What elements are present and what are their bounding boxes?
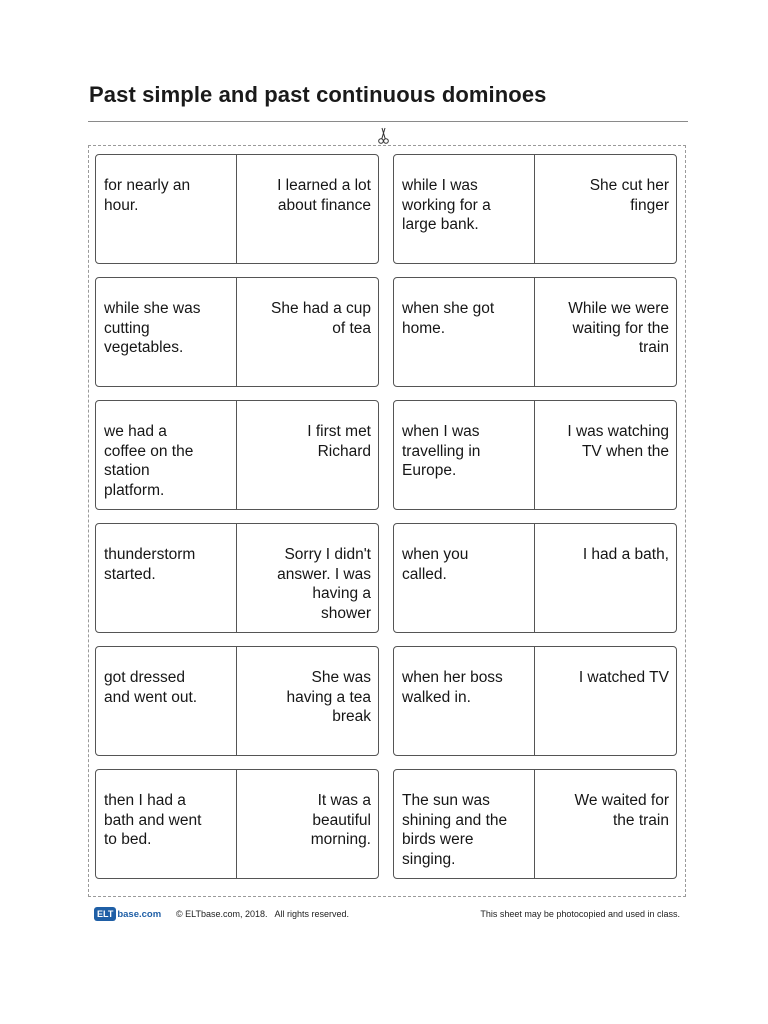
- eltbase-logo: [94, 906, 161, 922]
- domino-right-text: I watched TV: [578, 669, 669, 686]
- photocopy-notice: This sheet may be photocopied and used in class.: [480, 909, 680, 919]
- domino-card: [393, 646, 677, 756]
- domino-card: [393, 400, 677, 510]
- domino-left-text: while I was working for a large bank.: [394, 155, 535, 263]
- domino-card: [95, 769, 379, 879]
- domino-card: [95, 277, 379, 387]
- domino-left-text: while she was cutting vegetables.: [96, 278, 237, 386]
- domino-left-text: The sun was shining and the birds were singing.: [394, 770, 535, 878]
- domino-card: [393, 154, 677, 264]
- domino-left-text: then I had a bath and went to bed.: [96, 770, 237, 878]
- logo-badge: ELT: [94, 907, 116, 921]
- domino-right-text: I learned a lot about finance: [277, 177, 371, 214]
- domino-right-text: She cut her finger: [589, 177, 669, 214]
- domino-right-text: I was watching TV when the: [567, 423, 669, 460]
- domino-left-text: got dressed and went out.: [96, 647, 237, 755]
- domino-card: [95, 646, 379, 756]
- domino-left-text: thunderstorm started.: [96, 524, 237, 632]
- domino-left-text: when she got home.: [394, 278, 535, 386]
- domino-card: [95, 523, 379, 633]
- footer: [88, 904, 686, 924]
- domino-card: [393, 523, 677, 633]
- title-divider: [88, 121, 688, 122]
- domino-right-text: We waited for the train: [574, 792, 669, 829]
- domino-left-text: we had a coffee on the station platform.: [96, 401, 237, 509]
- scissors-icon: [378, 127, 389, 145]
- domino-right-text: While we were waiting for the train: [568, 300, 669, 356]
- logo-text: base.com: [117, 908, 162, 920]
- domino-card: [95, 400, 379, 510]
- domino-left-text: when her boss walked in.: [394, 647, 535, 755]
- domino-right-text: I first met Richard: [307, 423, 371, 460]
- domino-left-text: for nearly an hour.: [96, 155, 237, 263]
- copyright-text: © ELTbase.com, 2018. All rights reserved.: [176, 909, 350, 919]
- domino-left-text: when you called.: [394, 524, 535, 632]
- domino-card: [393, 769, 677, 879]
- domino-right-text: It was a beautiful morning.: [310, 792, 371, 848]
- domino-card: [393, 277, 677, 387]
- page-title: Past simple and past continuous dominoes: [89, 82, 547, 107]
- domino-right-text: She had a cup of tea: [271, 300, 371, 337]
- domino-left-text: when I was travelling in Europe.: [394, 401, 535, 509]
- domino-right-text: I had a bath,: [582, 546, 669, 563]
- domino-card: [95, 154, 379, 264]
- domino-right-text: Sorry I didn't answer. I was having a shower: [277, 546, 371, 622]
- domino-right-text: She was having a tea break: [286, 669, 371, 725]
